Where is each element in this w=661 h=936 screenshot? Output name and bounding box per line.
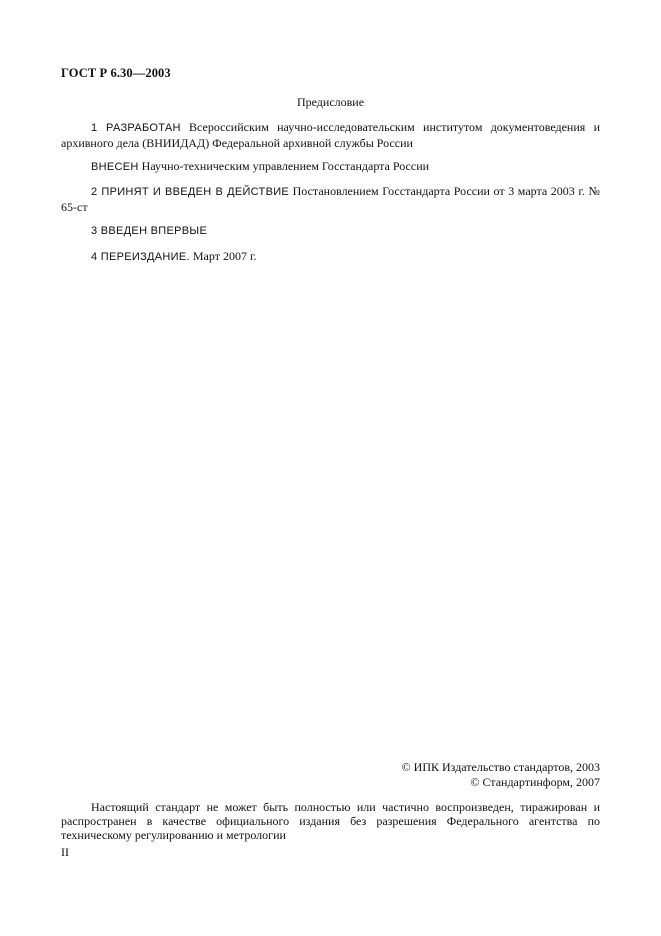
item-lead: ВНЕСЕН <box>91 161 139 173</box>
copyright-line-standartinform: © Стандартинформ, 2007 <box>470 775 600 789</box>
standard-code-header: ГОСТ Р 6.30—2003 <box>61 66 171 80</box>
item-text: Март 2007 г. <box>189 249 257 263</box>
preface-item-first-introduced <box>61 223 600 239</box>
preface-item-adopted <box>61 184 600 215</box>
preface-item-introduced <box>61 159 600 175</box>
reproduction-notice <box>61 800 600 842</box>
item-lead: 2 ПРИНЯТ И ВВЕДЕН В ДЕЙСТВИЕ <box>91 186 290 198</box>
item-text: Постановлением Госстандарта России от 3 марта 2003 г. № 65-ст <box>61 184 600 214</box>
item-lead: 3 ВВЕДЕН ВПЕРВЫЕ <box>91 225 208 237</box>
preface-item-developed <box>61 120 600 151</box>
preface-item-reissue <box>61 249 600 265</box>
copyright-line-ipk: © ИПК Издательство стандартов, 2003 <box>401 760 600 774</box>
page-number: II <box>61 845 69 859</box>
item-text: Всероссийским научно-исследовательским институтом документоведения и архивного дела (ВНИИДАД) Федеральной архивной службы России <box>61 120 600 150</box>
preface-title: Предисловие <box>296 95 365 109</box>
item-text: Научно-техническим управлением Госстандарта России <box>138 159 430 173</box>
item-lead: 1 РАЗРАБОТАН <box>91 122 181 134</box>
notice-text: Настоящий стандарт не может быть полностью или частично воспроизведен, тиражирован и распространен в качестве официального издания без разрешения Федерального агентства по техническому регулированию и метрологии <box>61 800 600 842</box>
item-lead: 4 ПЕРЕИЗДАНИЕ. <box>91 251 190 263</box>
